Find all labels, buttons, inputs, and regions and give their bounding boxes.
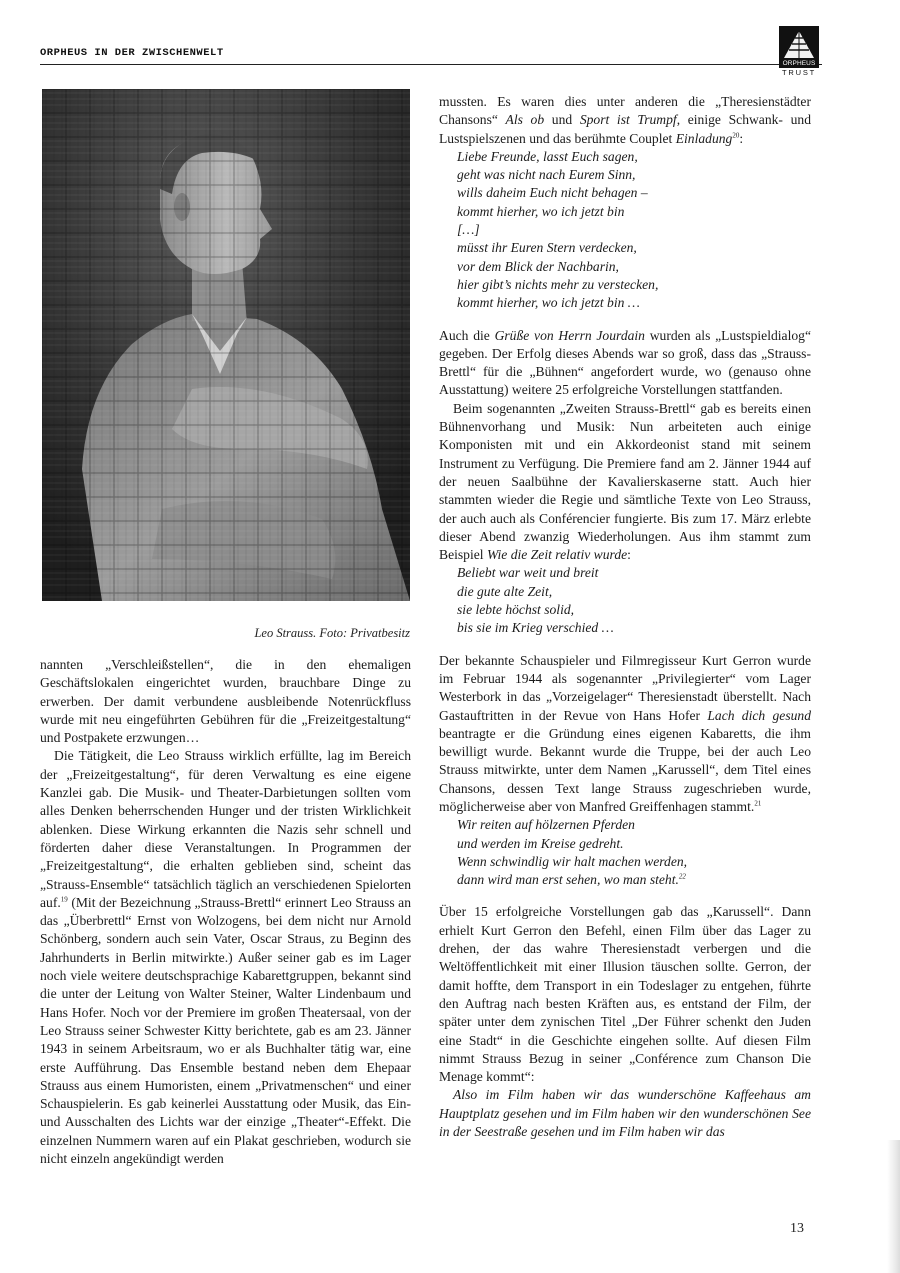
verse-block (439, 148, 811, 313)
logo-pyramid-icon (779, 26, 819, 62)
text-run: Der bekannte Schauspieler und Filmregisseur Kurt Gerron wurde im Februar 1944 als sogenannter „Privilegierter“ vom Lager Westerbork in das „Vorzeigelager“ Theresienstadt überstellt. Nach Gastauftritten in der Revue von Hans Hofer (439, 652, 811, 723)
work-title: Wie die Zeit relativ wurde (486, 547, 628, 563)
header-rule (40, 64, 822, 65)
song-title: Sport ist Trumpf (579, 112, 677, 128)
running-head: ORPHEUS IN DER ZWISCHENWELT (40, 47, 224, 59)
paragraph (439, 400, 811, 565)
verse-line: vor dem Blick der Nachbarin, (457, 258, 619, 274)
text-run: beantragte er die Gründung eines eigenen Kabaretts, die ihm bewilligt wurde. Bekannt wurde die Truppe, bei der auch Leo Strauss mitwirkte, unter dem Namen „Karussell“, dem Titel eines Chansons, dessen Text lange Strauss zugeschrieben wurde, möglicherweise aber von Manfred Greiffenhagen stammt. (439, 725, 811, 814)
text-run: wurden als „Lustspieldialog“ gegeben. Der Erfolg dieses Abends war so groß, dass das „Strauss-Brettl“ für die „Bühnen“ angefordert wurde, wo (genauso ohne Ausstattung) weitere 25 erfolgreiche Vorstellungen stattfanden. (439, 327, 811, 398)
page-number: 13 (790, 1221, 804, 1236)
right-column (439, 93, 811, 1141)
text-run: Auch die (439, 327, 495, 343)
verse-line: Liebe Freunde, lasst Euch sagen, (457, 148, 638, 164)
verse-line: wills daheim Euch nicht behagen – (457, 185, 648, 201)
logo-trust: TRUST (782, 68, 816, 77)
verse-line: bis sie im Krieg verschied … (457, 620, 614, 636)
verse-line: sie lebte höchst solid, (457, 602, 575, 618)
work-title: Grüße von Herrn Jourdain (494, 327, 645, 343)
paragraph-quote (439, 1086, 811, 1141)
work-title: Lach dich gesund (707, 707, 811, 723)
photo-caption: Leo Strauss. Foto: Privatbesitz (254, 626, 410, 640)
paragraph (439, 93, 811, 148)
verse-block (439, 564, 811, 637)
paragraph: Über 15 erfolgreiche Vorstellungen gab das „Karussell“. Dann erhielt Kurt Gerron den Befehl, einen Film über das Lager zu drehen, der das wahre Theresienstadt verbergen und die Weltöffentlichkeit mit einer Illusion täuschen sollte. Gerron, der damit hoffte, dem Transport in ein Todeslager zu entgehen, führte den Auftrag nach besten Kräften aus, es entstand der Film, der später unter dem zynischen Titel „Der Führer schenkt den Juden eine Stadt“ in die Geschichte eingehen sollte. Auf diesen Film nimmt Strauss Bezug in seiner „Conférence zum Chanson Die Menage kommt“: (439, 904, 811, 1085)
paragraph (439, 652, 811, 817)
text-run: : (739, 130, 744, 146)
verse-line: Wir reiten auf hölzernen Pferden (457, 817, 635, 833)
verse-line: […] (457, 222, 480, 238)
verse-line: geht was nicht nach Eurem Sinn, (457, 167, 636, 183)
verse-line: die gute alte Zeit, (457, 583, 553, 599)
paragraph (439, 327, 811, 400)
verse-line: kommt hierher, wo ich jetzt bin … (457, 295, 640, 311)
logo-name: ORPHEUS (779, 60, 819, 68)
text-run: Beim sogenannten „Zweiten Strauss-Brettl“ gab es bereits einen Bühnenvorhang und Musik: Nun arbeiteten auch einige Komponisten mit und ein Akkordeonist stand mit seinem Instrument zu Verfügung. Die Premiere fand am 2. Jänner 1944 auf der neuen Saalbühne der Kavalierskaserne statt. Auch hier stammten wieder die Regie und sämtliche Texte von Leo Strauss, der auch auch als Conférencier fungierte. Bis zum 17. März erlebte dieser Abend zwanzig Wiederholungen. Aus ihm stammt zum Beispiel (439, 400, 811, 563)
orpheus-trust-logo (775, 26, 823, 76)
verse-line: hier gibt’s nichts mehr zu verstecken, (457, 276, 659, 292)
verse-line (457, 871, 811, 889)
footnote-marker: 20 (732, 131, 740, 140)
text-run: , einige Schwank- und Lustspielszenen und das berühmte Couplet (439, 112, 811, 146)
left-column (40, 656, 411, 1168)
paragraph-text: (Mit der Bezeichnung „Strauss-Brettl“ erinnert Leo Strauss an das „Überbrettl“ Ernst von Wolzogens, bei dem nicht nur Arnold Schönberg, sondern auch sein Vater, Oscar Straus, zu Beginn des Jahrhunderts in Berlin mitwirkte.) Außer seiner gab es im Lager noch viele weitere deutschsprachige Kabarettgruppen, bekannt sind die unter der Leitung von Walter Steiner, Walter Lindenbaum und Hans Hofer. Noch vor der Premiere im großen Theatersaal, von der Leo Strauss seiner Schwester Kitty berichtete, gab es am 23. Jänner 1943 in seinem Arbeitsraum, wo er als Buchhalter tätig war, eine erste Aufführung. Das Ensemble bestand neben dem Ehepaar Strauss aus einem Humoristen, einem „Privatmenschen“ und einer Schauspielerin. Es gab keinerlei Ausstattung oder Musik, das Ein- und Ausschalten des Lichts war der einzige „Theater“-Effekt. Die einzelnen Nummern waren auf ein Plakat geschrieben, wodurch sie nicht einzeln angekündigt werden (40, 894, 411, 1167)
portrait-photo (42, 89, 410, 601)
song-title: Einladung (675, 130, 733, 146)
footnote-marker: 19 (60, 895, 68, 904)
verse-line: Beliebt war weit und breit (457, 565, 599, 581)
footnote-marker: 22 (678, 872, 686, 881)
paragraph (40, 747, 411, 1168)
paragraph-text: Die Tätigkeit, die Leo Strauss wirklich erfüllte, lag im Bereich der „Freizeitgestaltung“, für deren Verwaltung es eine eigene Kanzlei gab. Die Musik- und Theater-Darbietungen sollten vom alles Denken beherrschenden Hunger und der tristen Wirklichkeit ablenken. Diese Wirkung erkannten die Nazis sehr schnell und förderten daher diese Veranstaltungen. In Programmen der „Freizeitgestaltung“, die erhalten geblieben sind, scheint das „Strauss-Ensemble“ tatsächlich täglich an verschiedenen Spielorten auf. (40, 748, 411, 910)
text-run: : (627, 547, 631, 563)
scan-edge-shadow (887, 1140, 900, 1273)
song-title: Als ob (505, 112, 545, 128)
verse-text: dann wird man erst sehen, wo man steht. (457, 872, 679, 888)
text-run: und (544, 112, 580, 128)
text-run: mussten. Es waren dies unter anderen die „Theresienstädter Chansons“ (439, 94, 811, 128)
quote-text: Also im Film haben wir das wunderschöne Kaffeehaus am Hauptplatz gesehen und im Film haben wir den wunderschönen See in der Seestraße gesehen und im Film haben wir das (439, 1087, 811, 1140)
verse-line: kommt hierher, wo ich jetzt bin (457, 203, 625, 219)
verse-line: müsst ihr Euren Stern verdecken, (457, 240, 637, 256)
verse-line: und werden im Kreise gedreht. (457, 835, 624, 851)
footnote-marker: 21 (754, 799, 762, 808)
verse-line: Wenn schwindlig wir halt machen werden, (457, 853, 688, 869)
paragraph: nannten „Verschleißstellen“, die in den ehemaligen Geschäftslokalen eingerichtet wurden, brauchbare Dinge zu erwerben. Der damit verbundene ausbleibende Notenrückfluss wurde mit neu eingeführten Gebühren für die „Freizeitgestaltung“ und Postpakete erzwungen… (40, 657, 411, 746)
verse-block (439, 816, 811, 889)
